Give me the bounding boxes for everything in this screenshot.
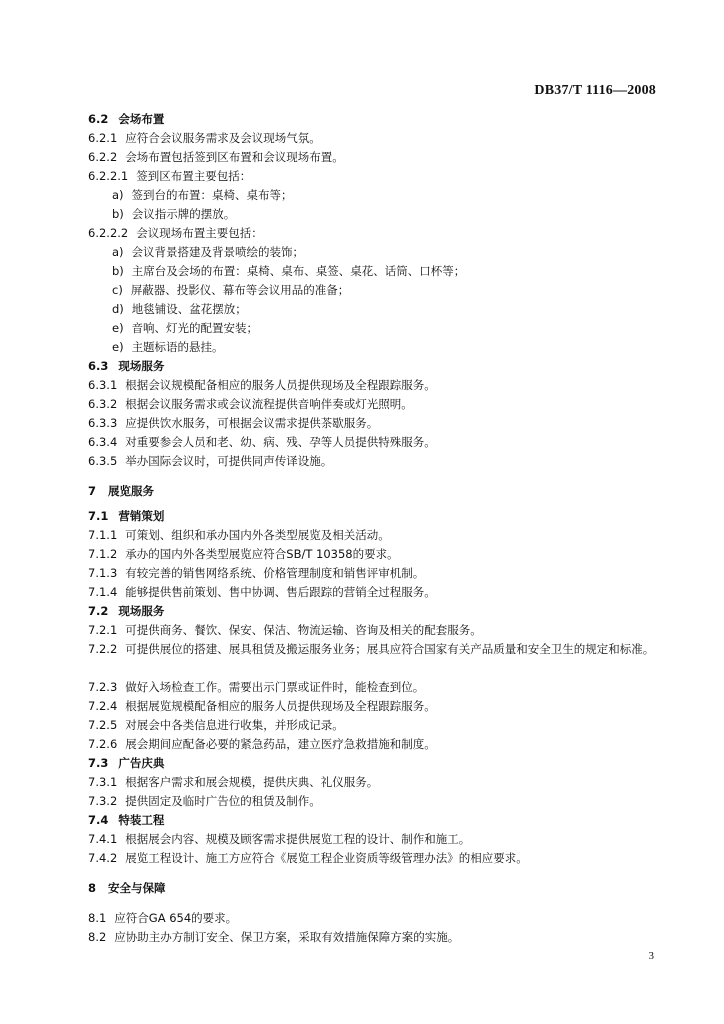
clause-number: 6.3 — [88, 359, 109, 373]
clause-number: 6.2.2.2 — [88, 226, 129, 240]
clause-number: 6.2 — [88, 112, 109, 126]
clause-number: 7.1.1 — [88, 528, 118, 542]
section-heading — [88, 811, 658, 830]
clause-number: 6.3.5 — [88, 454, 118, 468]
list-item — [112, 262, 682, 281]
clause-text: 签到区布置主要包括： — [136, 169, 252, 183]
clause-text: 能够提供售前策划、售中协调、售后跟踪的营销全过程服务。 — [125, 585, 436, 599]
clause-number: 7.4.2 — [88, 851, 118, 865]
clause-number: 6.2.2 — [88, 150, 118, 164]
clause — [88, 849, 658, 868]
clause-number: 7.2.6 — [88, 737, 118, 751]
clause-number: 7.2.3 — [88, 680, 118, 694]
section-heading — [88, 879, 658, 898]
list-item — [112, 186, 682, 205]
clause-text: 根据客户需求和展会规模，提供庆典、礼仪服务。 — [125, 775, 379, 789]
clause-text: 会议指示牌的摆放。 — [131, 207, 236, 221]
clause-text: 会议现场布置主要包括： — [136, 226, 263, 240]
clause-text: 展会期间应配备必要的紧急药品，建立医疗急救措施和制度。 — [125, 737, 436, 751]
clause-text: 会议背景搭建及背景喷绘的装饰； — [131, 245, 305, 259]
clause — [88, 224, 658, 243]
clause-text: 展览服务 — [108, 484, 155, 498]
clause — [88, 545, 658, 564]
clause-number: e) — [112, 321, 124, 335]
clause-number: 7.1.2 — [88, 547, 118, 561]
clause — [88, 564, 658, 583]
clause-number: c) — [112, 283, 123, 297]
clause-number: 7.2 — [88, 604, 109, 618]
clause — [88, 583, 658, 602]
clause-text: 做好入场检查工作。需要出示门票或证件时，能检查到位。 — [125, 680, 425, 694]
clause-text: 根据展会内容、规模及顾客需求提供展览工程的设计、制作和施工。 — [125, 832, 471, 846]
clause — [88, 414, 658, 433]
clause-text: 对展会中各类信息进行收集，并形成记录。 — [125, 718, 344, 732]
clause-number: 6.2.1 — [88, 131, 118, 145]
clause — [88, 129, 658, 148]
clause-number: 7.1 — [88, 509, 109, 523]
clause-text: 屏蔽器、投影仪、幕布等会议用品的准备； — [130, 283, 350, 297]
clause-number: 8 — [88, 881, 97, 895]
clause — [88, 640, 658, 659]
clause — [88, 376, 658, 395]
clause-text: 应提供饮水服务，可根据会议需求提供茶歇服务。 — [125, 416, 379, 430]
clause-number: 6.3.2 — [88, 397, 118, 411]
clause — [88, 773, 658, 792]
list-item — [112, 243, 682, 262]
list-item — [112, 281, 682, 300]
clause — [88, 792, 658, 811]
clause — [88, 395, 658, 414]
clause-number: 6.3.1 — [88, 378, 118, 392]
clause-number: 7.3.2 — [88, 794, 118, 808]
section-heading — [88, 357, 658, 376]
clause-number: d) — [112, 302, 124, 316]
clause-text: 可提供展位的搭建、展具租赁及搬运服务业务；展具应符合国家有关产品质量和安全卫生的规定和标准。 — [125, 642, 655, 656]
clause-text: 会场布置 — [118, 112, 165, 126]
clause-text: 根据会议服务需求或会议流程提供音响伴奏或灯光照明。 — [125, 397, 413, 411]
clause — [88, 697, 658, 716]
clause-number: 7 — [88, 484, 97, 498]
clause-number: e) — [112, 340, 124, 354]
list-item — [112, 338, 682, 357]
clause-text: 承办的国内外各类型展览应符合SB/T 10358的要求。 — [125, 547, 399, 561]
clause-text: 主席台及会场的布置：桌椅、桌布、桌签、桌花、话筒、口杯等； — [131, 264, 466, 278]
clause-number: 7.3.1 — [88, 775, 118, 789]
document-code-header: DB37/T 1116—2008 — [534, 83, 656, 98]
clause-text: 地毯铺设、盆花摆放； — [131, 302, 247, 316]
clause-text: 展览工程设计、施工方应符合《展览工程企业资质等级管理办法》的相应要求。 — [125, 851, 528, 865]
clause-text: 可提供商务、餐饮、保安、保洁、物流运输、咨询及相关的配套服务。 — [125, 623, 482, 637]
clause-text: 提供固定及临时广告位的租赁及制作。 — [125, 794, 321, 808]
clause-number: a) — [112, 188, 124, 202]
clause-number: 7.1.4 — [88, 585, 118, 599]
clause-text: 对重要参会人员和老、幼、病、残、孕等人员提供特殊服务。 — [125, 435, 436, 449]
clause-text: 现场服务 — [118, 604, 165, 618]
clause-number: 7.2.5 — [88, 718, 118, 732]
clause-text: 根据展览规模配备相应的服务人员提供现场及全程跟踪服务。 — [125, 699, 436, 713]
clause — [88, 433, 658, 452]
clause — [88, 830, 658, 849]
clause-number: 7.2.1 — [88, 623, 118, 637]
clause-number: 7.3 — [88, 756, 109, 770]
clause-number: b) — [112, 264, 124, 278]
clause-text: 举办国际会议时，可提供同声传译设施。 — [125, 454, 333, 468]
clause-number: a) — [112, 245, 124, 259]
clause-number: 7.1.3 — [88, 566, 118, 580]
clause-number: b) — [112, 207, 124, 221]
clause-text: 根据会议规模配备相应的服务人员提供现场及全程跟踪服务。 — [125, 378, 436, 392]
clause — [88, 735, 658, 754]
clause — [88, 452, 658, 471]
page-number: 3 — [648, 950, 654, 962]
clause — [88, 148, 658, 167]
clause-number: 7.4 — [88, 813, 109, 827]
clause-text: 应符合会议服务需求及会议现场气氛。 — [125, 131, 321, 145]
clause-number: 7.4.1 — [88, 832, 118, 846]
clause-number: 8.1 — [88, 911, 107, 925]
clause — [88, 678, 658, 697]
clause-text: 安全与保障 — [108, 881, 166, 895]
clause — [88, 621, 658, 640]
clause — [88, 928, 658, 947]
clause-text: 主题标语的悬挂。 — [131, 340, 224, 354]
clause-text: 应协助主办方制订安全、保卫方案，采取有效措施保障方案的实施。 — [114, 930, 460, 944]
clause-text: 营销策划 — [118, 509, 165, 523]
clause-number: 7.2.2 — [88, 642, 118, 656]
clause-text: 现场服务 — [118, 359, 165, 373]
list-item — [112, 319, 682, 338]
section-heading — [88, 754, 658, 773]
list-item — [112, 205, 682, 224]
clause-text: 广告庆典 — [118, 756, 165, 770]
clause-text: 会场布置包括签到区布置和会议现场布置。 — [125, 150, 344, 164]
section-heading — [88, 482, 658, 501]
clause-text: 有较完善的销售网络系统、价格管理制度和销售评审机制。 — [125, 566, 425, 580]
clause-text: 可策划、组织和承办国内外各类型展览及相关活动。 — [125, 528, 390, 542]
clause-text: 特装工程 — [118, 813, 165, 827]
clause-number: 7.2.4 — [88, 699, 118, 713]
section-heading — [88, 110, 658, 129]
document-body — [88, 0, 658, 1024]
clause — [88, 167, 658, 186]
clause-number: 6.3.4 — [88, 435, 118, 449]
clause-number: 6.3.3 — [88, 416, 118, 430]
clause — [88, 909, 658, 928]
clause — [88, 526, 658, 545]
clause-number: 8.2 — [88, 930, 107, 944]
list-item — [112, 300, 682, 319]
clause-number: 6.2.2.1 — [88, 169, 129, 183]
section-heading — [88, 507, 658, 526]
clause-text: 应符合GA 654的要求。 — [114, 911, 238, 925]
clause — [88, 716, 658, 735]
clause-text: 签到台的布置：桌椅、桌布等； — [131, 188, 293, 202]
section-heading — [88, 602, 658, 621]
clause-text: 音响、灯光的配置安装； — [131, 321, 259, 335]
